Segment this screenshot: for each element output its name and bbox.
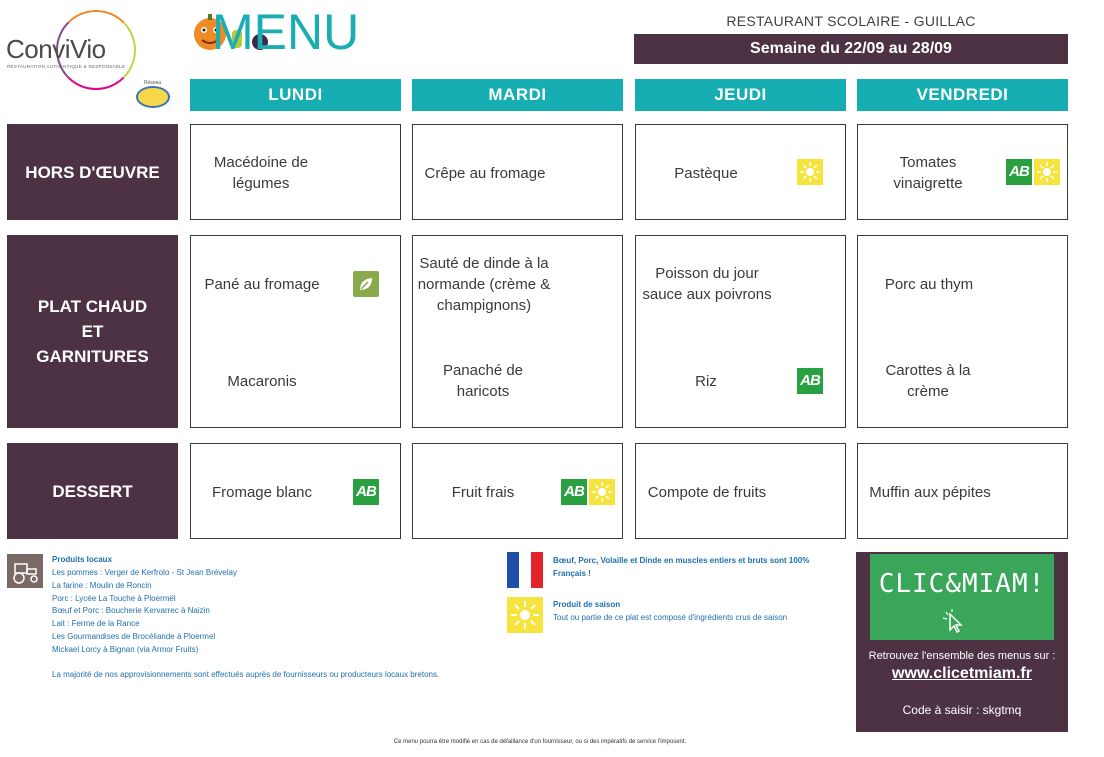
clicetmiam-caption: Retrouvez l'ensemble des menus sur : — [868, 650, 1056, 662]
local-product-item: Mickael Lorcy à Bignan (via Armor Fruits) — [52, 644, 199, 654]
sun-icon — [589, 479, 615, 505]
week-banner: Semaine du 22/09 au 28/09 — [634, 34, 1068, 64]
menu-cell-lundi-plat — [190, 235, 401, 428]
season-text: Tout ou partie de ce plat est composé d'ingrédients crus de saison — [553, 613, 788, 622]
menu-cell-lundi-hors-oeuvre — [190, 124, 401, 220]
clicetmiam-logo-text: CLIC&MIAM! — [878, 569, 1046, 599]
logo-tagline: RESTAURATION AUTHENTIQUE & RESPONSABLE — [7, 64, 126, 69]
row-label-plat-chaud: PLAT CHAUD ET GARNITURES — [7, 235, 178, 428]
reseau-badge — [134, 80, 180, 108]
leaf-icon — [353, 271, 379, 297]
bio-ab-icon: AB — [797, 368, 823, 394]
menu-cell-vendredi-plat — [857, 235, 1068, 428]
main-dish-text: Pané au fromage — [204, 276, 320, 293]
sun-icon — [797, 159, 823, 185]
side-dish-text: Macaronis — [227, 373, 297, 390]
menu-cell-jeudi-dessert — [635, 443, 846, 539]
page-title: MENU — [212, 4, 360, 60]
local-product-item: Lait : Ferme de la Rance — [52, 619, 140, 629]
day-header-jeudi: JEUDI — [635, 79, 846, 111]
menu-cell-vendredi-hors-oeuvre — [857, 124, 1068, 220]
clicetmiam-code: Code à saisir : skgtmq — [902, 703, 1022, 717]
menu-cell-mardi-plat — [412, 235, 623, 428]
bio-ab-icon: AB — [353, 479, 379, 505]
logo-text: ConviVio — [6, 34, 106, 64]
dish-text: Macédoine de légumes — [213, 154, 309, 192]
cursor-icon — [940, 608, 968, 636]
menu-cell-mardi-hors-oeuvre — [412, 124, 623, 220]
local-sourcing-note: La majorité de nos approvisionnements sont effectués auprès de fournisseurs ou producteurs locaux bretons. — [52, 670, 440, 679]
day-header-vendredi: VENDREDI — [857, 79, 1068, 111]
dish-text: Muffin aux pépites — [869, 484, 991, 501]
dish-text: Fruit frais — [451, 484, 515, 501]
local-product-item: Bœuf et Porc : Boucherie Kervarrec à Naizin — [52, 606, 210, 616]
main-dish-text: Sauté de dinde à la normande (crème & champignons) — [417, 255, 551, 314]
local-product-item: Les pommes : Verger de Kerfrolo - St Jean Brévelay — [52, 568, 237, 577]
menu-cell-vendredi-dessert — [857, 443, 1068, 539]
french-meat-note: Bœuf, Porc, Volaille et Dinde en muscles entiers et bruts sont 100% Français ! — [553, 556, 810, 578]
sun-icon — [507, 597, 543, 633]
tractor-icon — [7, 554, 43, 588]
menu-cell-jeudi-plat — [635, 235, 846, 428]
reseau-emblem-icon — [136, 86, 170, 108]
clicetmiam-logo — [870, 554, 1054, 640]
row-label-hors-oeuvre: HORS D'ŒUVRE — [7, 124, 178, 220]
sun-icon — [1034, 159, 1060, 185]
row-label-dessert: DESSERT — [7, 443, 178, 539]
convivio-logo — [4, 8, 136, 84]
reseau-label: Réseau — [144, 80, 162, 86]
menu-cell-mardi-dessert — [412, 443, 623, 539]
local-product-item: Les Gourmandises de Brocéliande à Ploermel — [52, 631, 216, 641]
main-dish-text: Porc au thym — [884, 276, 974, 293]
day-header-mardi: MARDI — [412, 79, 623, 111]
dish-text: Pastèque — [674, 165, 738, 182]
dish-text: Compote de fruits — [647, 484, 767, 501]
menu-cell-lundi-dessert — [190, 443, 401, 539]
dish-text: Crêpe au fromage — [424, 165, 546, 182]
local-products-title: Produits locaux — [52, 555, 113, 564]
main-dish-text: Poisson du jour sauce aux poivrons — [642, 265, 772, 303]
menu-cell-jeudi-hors-oeuvre — [635, 124, 846, 220]
side-dish-text: Riz — [695, 373, 717, 390]
bio-ab-icon: AB — [561, 479, 587, 505]
disclaimer: Ce menu pourra être modifié en cas de défaillance d'un fournisseur, ou si des impératifs de service l'imposent. — [393, 739, 687, 745]
dish-text: Fromage blanc — [211, 484, 313, 501]
bio-ab-icon: AB — [1006, 159, 1032, 185]
clicetmiam-link[interactable]: www.clicetmiam.fr — [892, 665, 1032, 682]
side-dish-text: Panaché de haricots — [442, 362, 524, 400]
local-product-item: Porc : Lycée La Touche à Ploermël — [52, 593, 176, 603]
local-products-list — [52, 567, 237, 657]
day-header-lundi: LUNDI — [190, 79, 401, 111]
restaurant-name: RESTAURANT SCOLAIRE - GUILLAC — [726, 13, 976, 29]
dish-text: Tomates vinaigrette — [893, 154, 963, 192]
french-flag-icon — [507, 552, 543, 588]
local-product-item: La farine : Moulin de Roncin — [52, 580, 152, 590]
side-dish-text: Carottes à la crème — [885, 362, 971, 400]
clicetmiam-panel — [856, 552, 1068, 732]
season-title: Produit de saison — [553, 600, 621, 609]
